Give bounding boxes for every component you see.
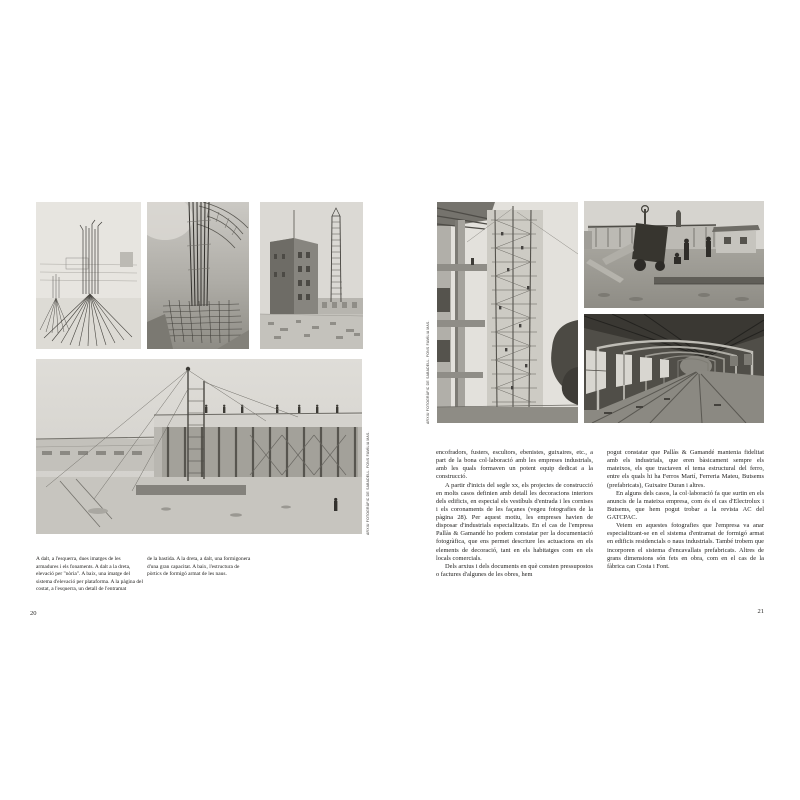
body-text-column-2 — [607, 449, 764, 571]
photo-illustration — [147, 202, 249, 349]
photo-rebar-closeup-mesh — [147, 202, 249, 349]
paragraph: Dels arxius i dels documents en què consten pressupostos o factures d'algunes de les obres, hem — [436, 562, 593, 578]
photo-illustration — [584, 201, 764, 308]
paragraph: encofradors, fusters, escultors, ebenistes, guixaires, etc., a part de la bona col·laboració amb les empreses industrials, amb les quals formaven un potent equip dedicat a la construcció. — [436, 449, 593, 481]
paragraph: A partir d'inicis del segle xx, els projectes de construcció en molts casos definien amb detall les decoracions interiors dels edificis, en especial els vestíbuls d'entrada i les cornises i els coronaments de les façanes (vegeu fotografies de la pàgina 28). Per aquest motiu, les empreses havien de disposar d'industrials especialitzats. En el cas de l'empresa Pallàs & Gamandé ho podem constatar per la documentació fotogràfica, que ens permet descriure les actuacions en els elements de decoració, tant en els habitatges com en els locals comercials. — [436, 481, 593, 562]
photo-concrete-mixer-site — [584, 201, 764, 308]
photo-illustration — [584, 314, 764, 423]
caption-column-1: A dalt, a l'esquerra, dues imatges de les armadures i els fonaments. A dalt a la dreta, elevació per "nòria". A baix, una imatge del sistema d'elevació per plataforma. A la pàgina del costat, a l'esquerra, un detall de l'entramat — [36, 556, 143, 593]
photo-scaffold-tower-frame — [437, 202, 578, 423]
caption-column-2: de la bastida. A la dreta, a dalt, una formigonera d'una gran capacitat. A baix, l'estructura de pòrtics de formigó armat de les naus. — [147, 556, 251, 578]
page-number-left: 20 — [30, 610, 37, 617]
photo-credit-left: ARXIU FOTOGRÀFIC DE SABADELL. FONS FAMÍLIA MAS. — [366, 431, 370, 535]
body-text-column-1 — [436, 449, 593, 579]
photo-illustration — [260, 202, 363, 349]
photo-rebar-armature-foundations — [36, 202, 141, 349]
page-number-right: 21 — [757, 608, 764, 615]
photo-building-lift-tower — [260, 202, 363, 349]
photo-construction-site-derrick — [36, 359, 362, 534]
photo-illustration — [437, 202, 578, 423]
photo-illustration — [36, 359, 362, 534]
photo-illustration — [36, 202, 141, 349]
paragraph: En alguns dels casos, la col·laboració fa que surtin en els anuncis de la mateixa empresa, com és el cas d'Electrolux i Butsems, que hem pogut trobar a la revista AC del GATCPAC. — [607, 489, 764, 521]
photo-credit-right: ARXIU FOTOGRÀFIC DE SABADELL. FONS FAMÍLIA MAS. — [426, 320, 430, 424]
photo-industrial-nave-interior — [584, 314, 764, 423]
paragraph: pogut constatar que Pallàs & Gamandé mantenia fidelitat amb els industrials, que eren bàsicament sempre els mateixos, els que tractaven el tema estructural del ferro, entre els quals hi ha Ferros Martí, Ferreria Mateu, Butsems (prefabricats), Guixaire Duran i altres. — [607, 449, 764, 489]
paragraph: Veiem en aquestes fotografies que l'empresa va anar especialitzant-se en el sistema d'entramat de formigó armat en edificis residencials o naus industrials. També trobem que incorporen el sistema d'encavallats prefabricats. Altres de grans dimensions són fets en obra, com en el cas de la fàbrica can Costa i Font. — [607, 522, 764, 570]
